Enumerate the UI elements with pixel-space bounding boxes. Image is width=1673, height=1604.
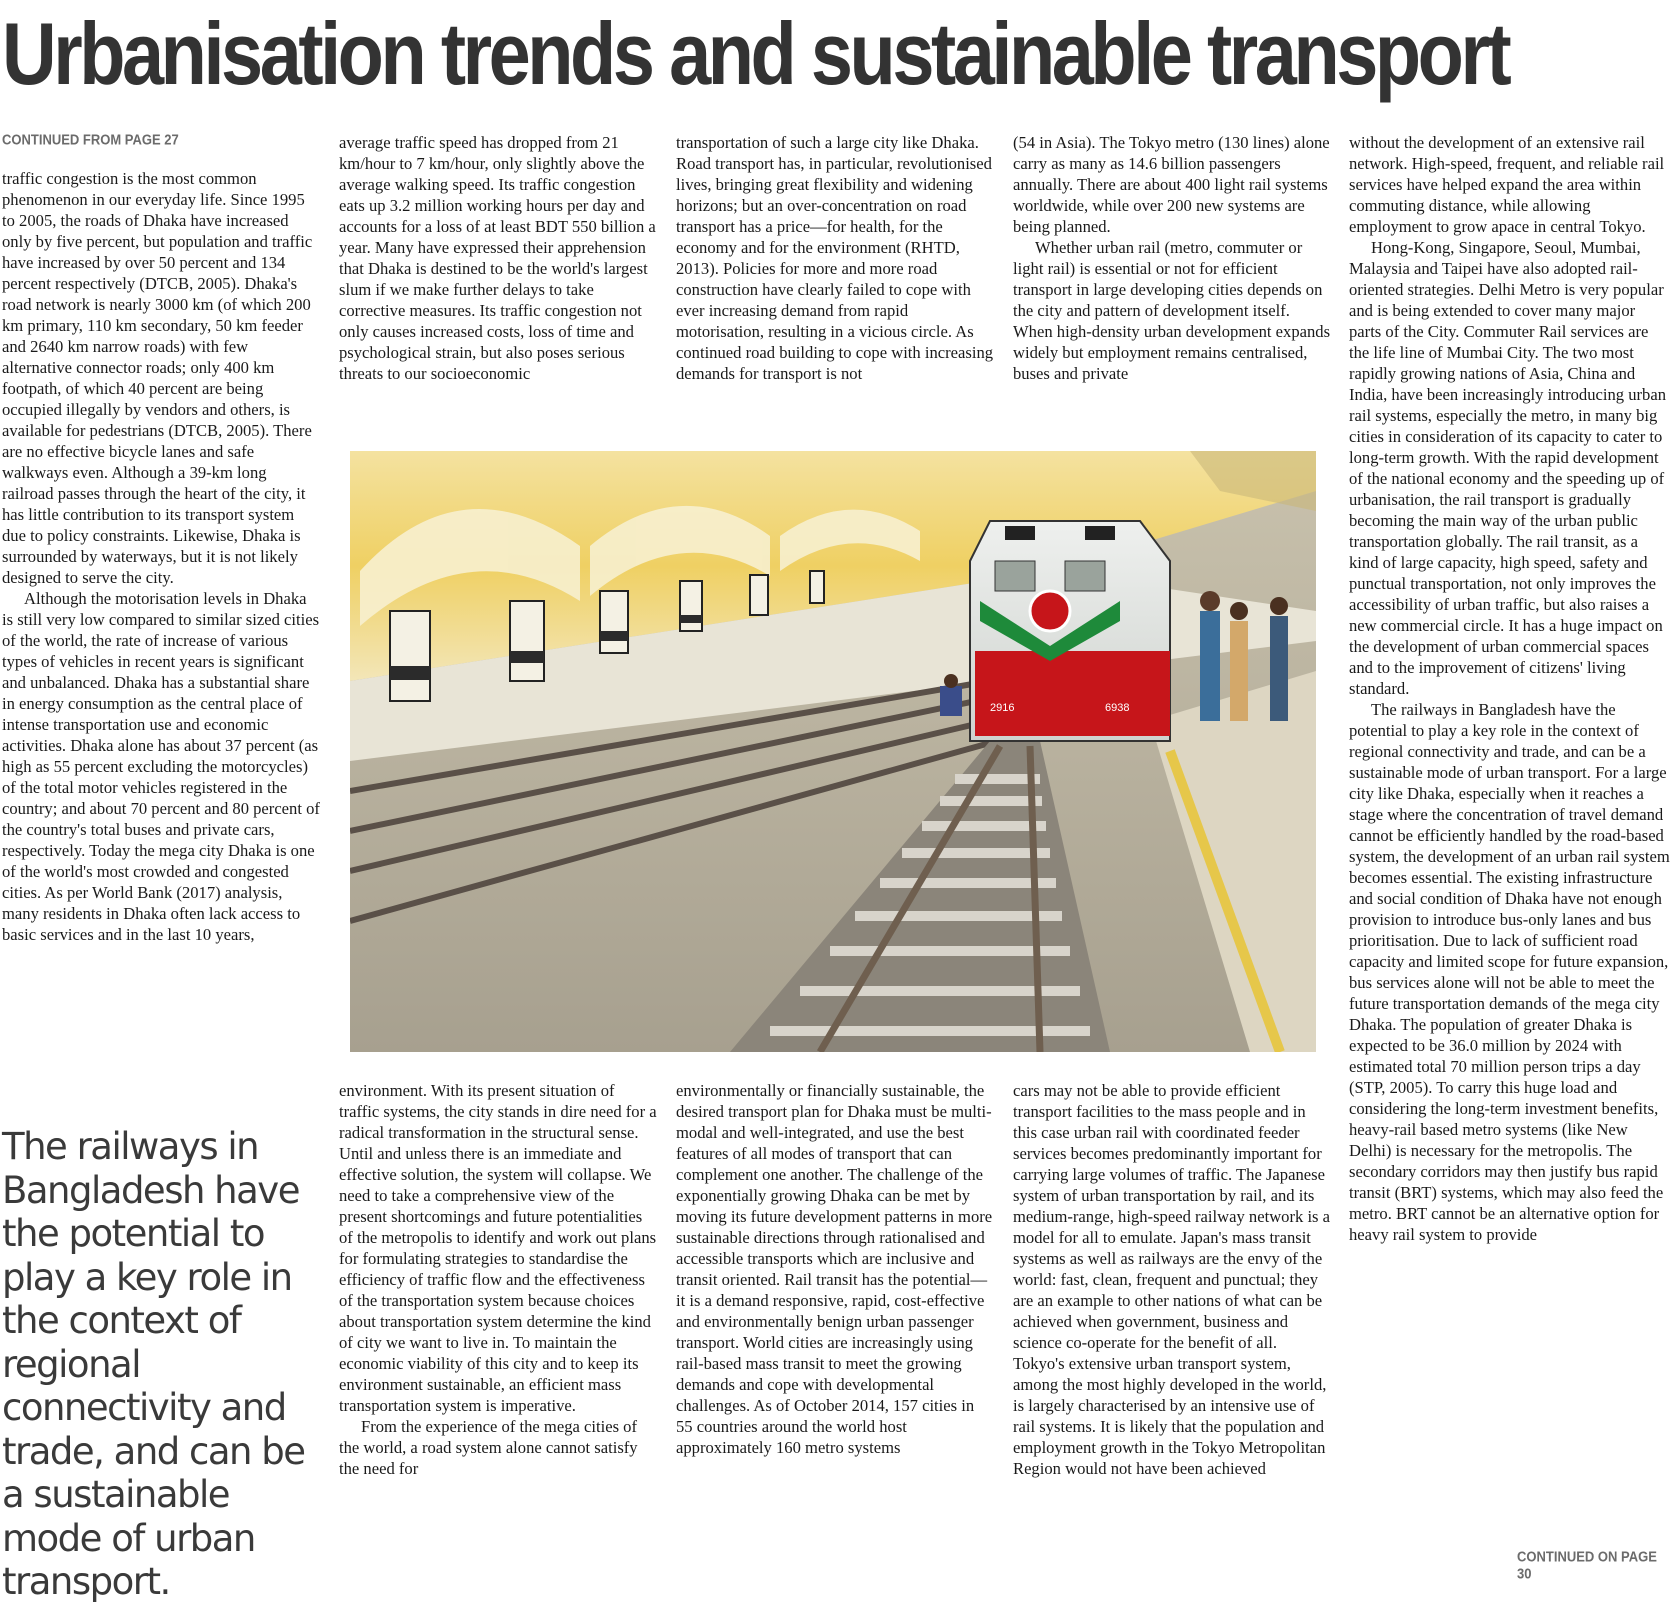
paragraph: From the experience of the mega cities of the world, a road system alone cannot satisfy the need for xyxy=(339,1417,638,1478)
paragraph: environmentally or financially sustainable, the desired transport plan for Dhaka must be multi-modal and well-integrated, and use the best features of all modes of transport that can complement one another. The challenge of the exponentially growing Dhaka can be met by moving its future development patterns in more sustainable directions through rationalised and accessible transports which are inclusive and transit oriented. Rail transit has the potential—it is a demand responsive, rapid, cost-effective and environmentally benign urban passenger transport. World cities are increasingly using rail-based mass transit to meet the growing demands and cope with developmental challenges. As of October 2014, 157 cities in 55 countries around the world host approximately 160 metro systems xyxy=(676,1081,993,1457)
article-column-2-top xyxy=(339,132,657,432)
continued-on-label: CONTINUED ON PAGE 30 xyxy=(1517,1548,1657,1582)
locomotive-number-right: 6938 xyxy=(1105,702,1130,714)
article-column-3-top xyxy=(676,132,994,432)
paragraph: Hong-Kong, Singapore, Seoul, Mumbai, Malaysia and Taipei have also adopted rail-oriented strategies. Delhi Metro is very popular and is being extended to cover many major parts of the City. Commuter Rail services are the life line of Mumbai City. The two most rapidly growing nations of Asia, China and India, have been increasingly introducing urban rail systems, especially the metro, in many big cities in consideration of its capacity to cater to long-term growth. With the rapid development of the national economy and the speeding up of urbanisation, the rail transport is gradually becoming the main way of the urban public transportation globally. The rail transit, as a kind of large capacity, high speed, safety and punctual transportation, not only improves the accessibility of urban traffic, but also raises a new commercial circle. It has a huge impact on the development of urban commercial spaces and to the improvement of citizens' living standard. xyxy=(1349,238,1667,698)
continued-from-label: CONTINUED FROM PAGE 27 xyxy=(2,131,179,148)
article-column-3-bottom xyxy=(676,1080,994,1560)
article-column-1 xyxy=(2,168,320,1072)
article-column-4-bottom xyxy=(1013,1080,1331,1560)
article-column-4-top xyxy=(1013,132,1331,432)
article-column-5 xyxy=(1349,132,1671,1532)
paragraph: transportation of such a large city like Dhaka. Road transport has, in particular, revolutionised lives, bringing great flexibility and widening horizons; but an over-concentration on road transport has a price—for health, for the economy and for the environment (RHTD, 2013). Policies for more and more road construction have clearly failed to cope with ever increasing demand from rapid motorisation, resulting in a vicious circle. As continued road building to cope with increasing demands for transport is not xyxy=(676,133,994,383)
paragraph: without the development of an extensive rail network. High-speed, frequent, and reliable rail services have helped expand the area within commuting distance, while allowing employment to grow apace in central Tokyo. xyxy=(1349,133,1665,236)
locomotive-number-left: 2916 xyxy=(990,702,1015,714)
paragraph: environment. With its present situation of traffic systems, the city stands in dire need for a radical transformation in the structural sense. Until and unless there is an immediate and effective solution, the system will collapse. We need to take a comprehensive view of the present shortcomings and future potentialities of the metropolis to identify and work out plans for formulating strategies to standardise the efficiency of traffic flow and the effectiveness of the transportation system because choices about transportation system determine the kind of city we want to live in. To maintain the economic viability of this city and to keep its environment sustainable, an efficient mass transportation system is imperative. xyxy=(339,1081,657,1415)
article-column-2-bottom xyxy=(339,1080,657,1560)
pull-quote: The railways in Bangladesh have the potential to play a key role in the context of regional connectivity and trade, and can be a sustainable mode of urban transport. xyxy=(2,1125,305,1603)
paragraph: cars may not be able to provide efficient transport facilities to the mass people and in this case urban rail with coordinated feeder services becomes predominantly important for carrying large volumes of traffic. The Japanese system of urban transportation by rail, and its medium-range, high-speed railway network is a model for all to emulate. Japan's mass transit systems as well as railways are the envy of the world: fast, clean, frequent and punctual; they are an example to other nations of what can be achieved when government, business and science co-operate for the benefit of all. Tokyo's extensive urban transport system, among the most highly developed in the world, is largely characterised by an intensive use of rail systems. It is likely that the population and employment growth in the Tokyo Metropolitan Region would not have been achieved xyxy=(1013,1081,1331,1478)
paragraph: Whether urban rail (metro, commuter or light rail) is essential or not for efficient transport in large developing cities depends on the city and pattern of development itself. When high-density urban development expands widely but employment remains centralised, buses and private xyxy=(1013,238,1331,383)
paragraph: traffic congestion is the most common phenomenon in our everyday life. Since 1995 to 2005, the roads of Dhaka have increased only by five percent, but population and traffic have increased by over 50 percent and 134 percent respectively (DTCB, 2005). Dhaka's road network is nearly 3000 km (of which 200 km primary, 110 km secondary, 50 km feeder and 2640 km narrow roads) with few alternative connector roads; only 400 km footpath, of which 40 percent are being occupied illegally by vendors and others, is available for pedestrians (DTCB, 2005). There are no effective bicycle lanes and safe walkways even. Although a 39-km long railroad passes through the heart of the city, it has little contribution to its transport system due to policy constraints. Likewise, Dhaka is surrounded by waterways, but it is not likely designed to serve the city. xyxy=(2,169,313,587)
paragraph: average traffic speed has dropped from 21 km/hour to 7 km/hour, only slightly above the average walking speed. Its traffic congestion eats up 3.2 million working hours per day and accounts for a loss of at least BDT 550 billion a year. Many have expressed their apprehension that Dhaka is destined to be the world's largest slum if we make further delays to take corrective measures. Its traffic congestion not only causes increased costs, loss of time and psychological strain, but also poses serious threats to our socioeconomic xyxy=(339,133,656,383)
train-station-photo xyxy=(350,451,1316,1052)
paragraph: Although the motorisation levels in Dhaka is still very low compared to similar sized cities of the world, the rate of increase of various types of vehicles in recent years is significant and unbalanced. Dhaka has a substantial share in energy consumption as the central place of intense transportation use and economic activities. Dhaka alone has about 37 percent (as high as 55 percent excluding the motorcycles) of the total motor vehicles registered in the country; and about 70 percent and 80 percent of the country's total buses and private cars, respectively. Today the mega city Dhaka is one of the world's most crowded and congested cities. As per World Bank (2017) analysis, many residents in Dhaka often lack access to basic services and in the last 10 years, xyxy=(2,589,320,944)
headline: Urbanisation trends and sustainable transport xyxy=(2,4,1509,103)
paragraph: (54 in Asia). The Tokyo metro (130 lines) alone carry as many as 14.6 billion passengers annually. There are about 400 light rail systems worldwide, while over 200 new systems are being planned. xyxy=(1013,133,1330,236)
paragraph: The railways in Bangladesh have the potential to play a key role in the context of regional connectivity and trade, and can be a sustainable mode of urban transport. For a large city like Dhaka, especially when it reaches a stage where the concentration of travel demand cannot be efficiently handled by the road-based system, the development of an urban rail system becomes essential. The existing infrastructure and social condition of Dhaka have not enough provision to introduce bus-only lanes and bus prioritisation. Due to lack of sufficient road capacity and limited scope for future expansion, bus services alone will not be able to meet the future transportation demands of the mega city Dhaka. The population of greater Dhaka is expected to be 36.0 million by 2024 with estimated total 70 million person trips a day (STP, 2005). To carry this huge load and considering the long-term investment benefits, heavy-rail based metro systems (like New Delhi) is necessary for the metropolis. The secondary corridors may then justify bus rapid transit (BRT) systems, which may also feed the metro. BRT cannot be an alternative option for heavy rail system to provide xyxy=(1349,700,1670,1244)
